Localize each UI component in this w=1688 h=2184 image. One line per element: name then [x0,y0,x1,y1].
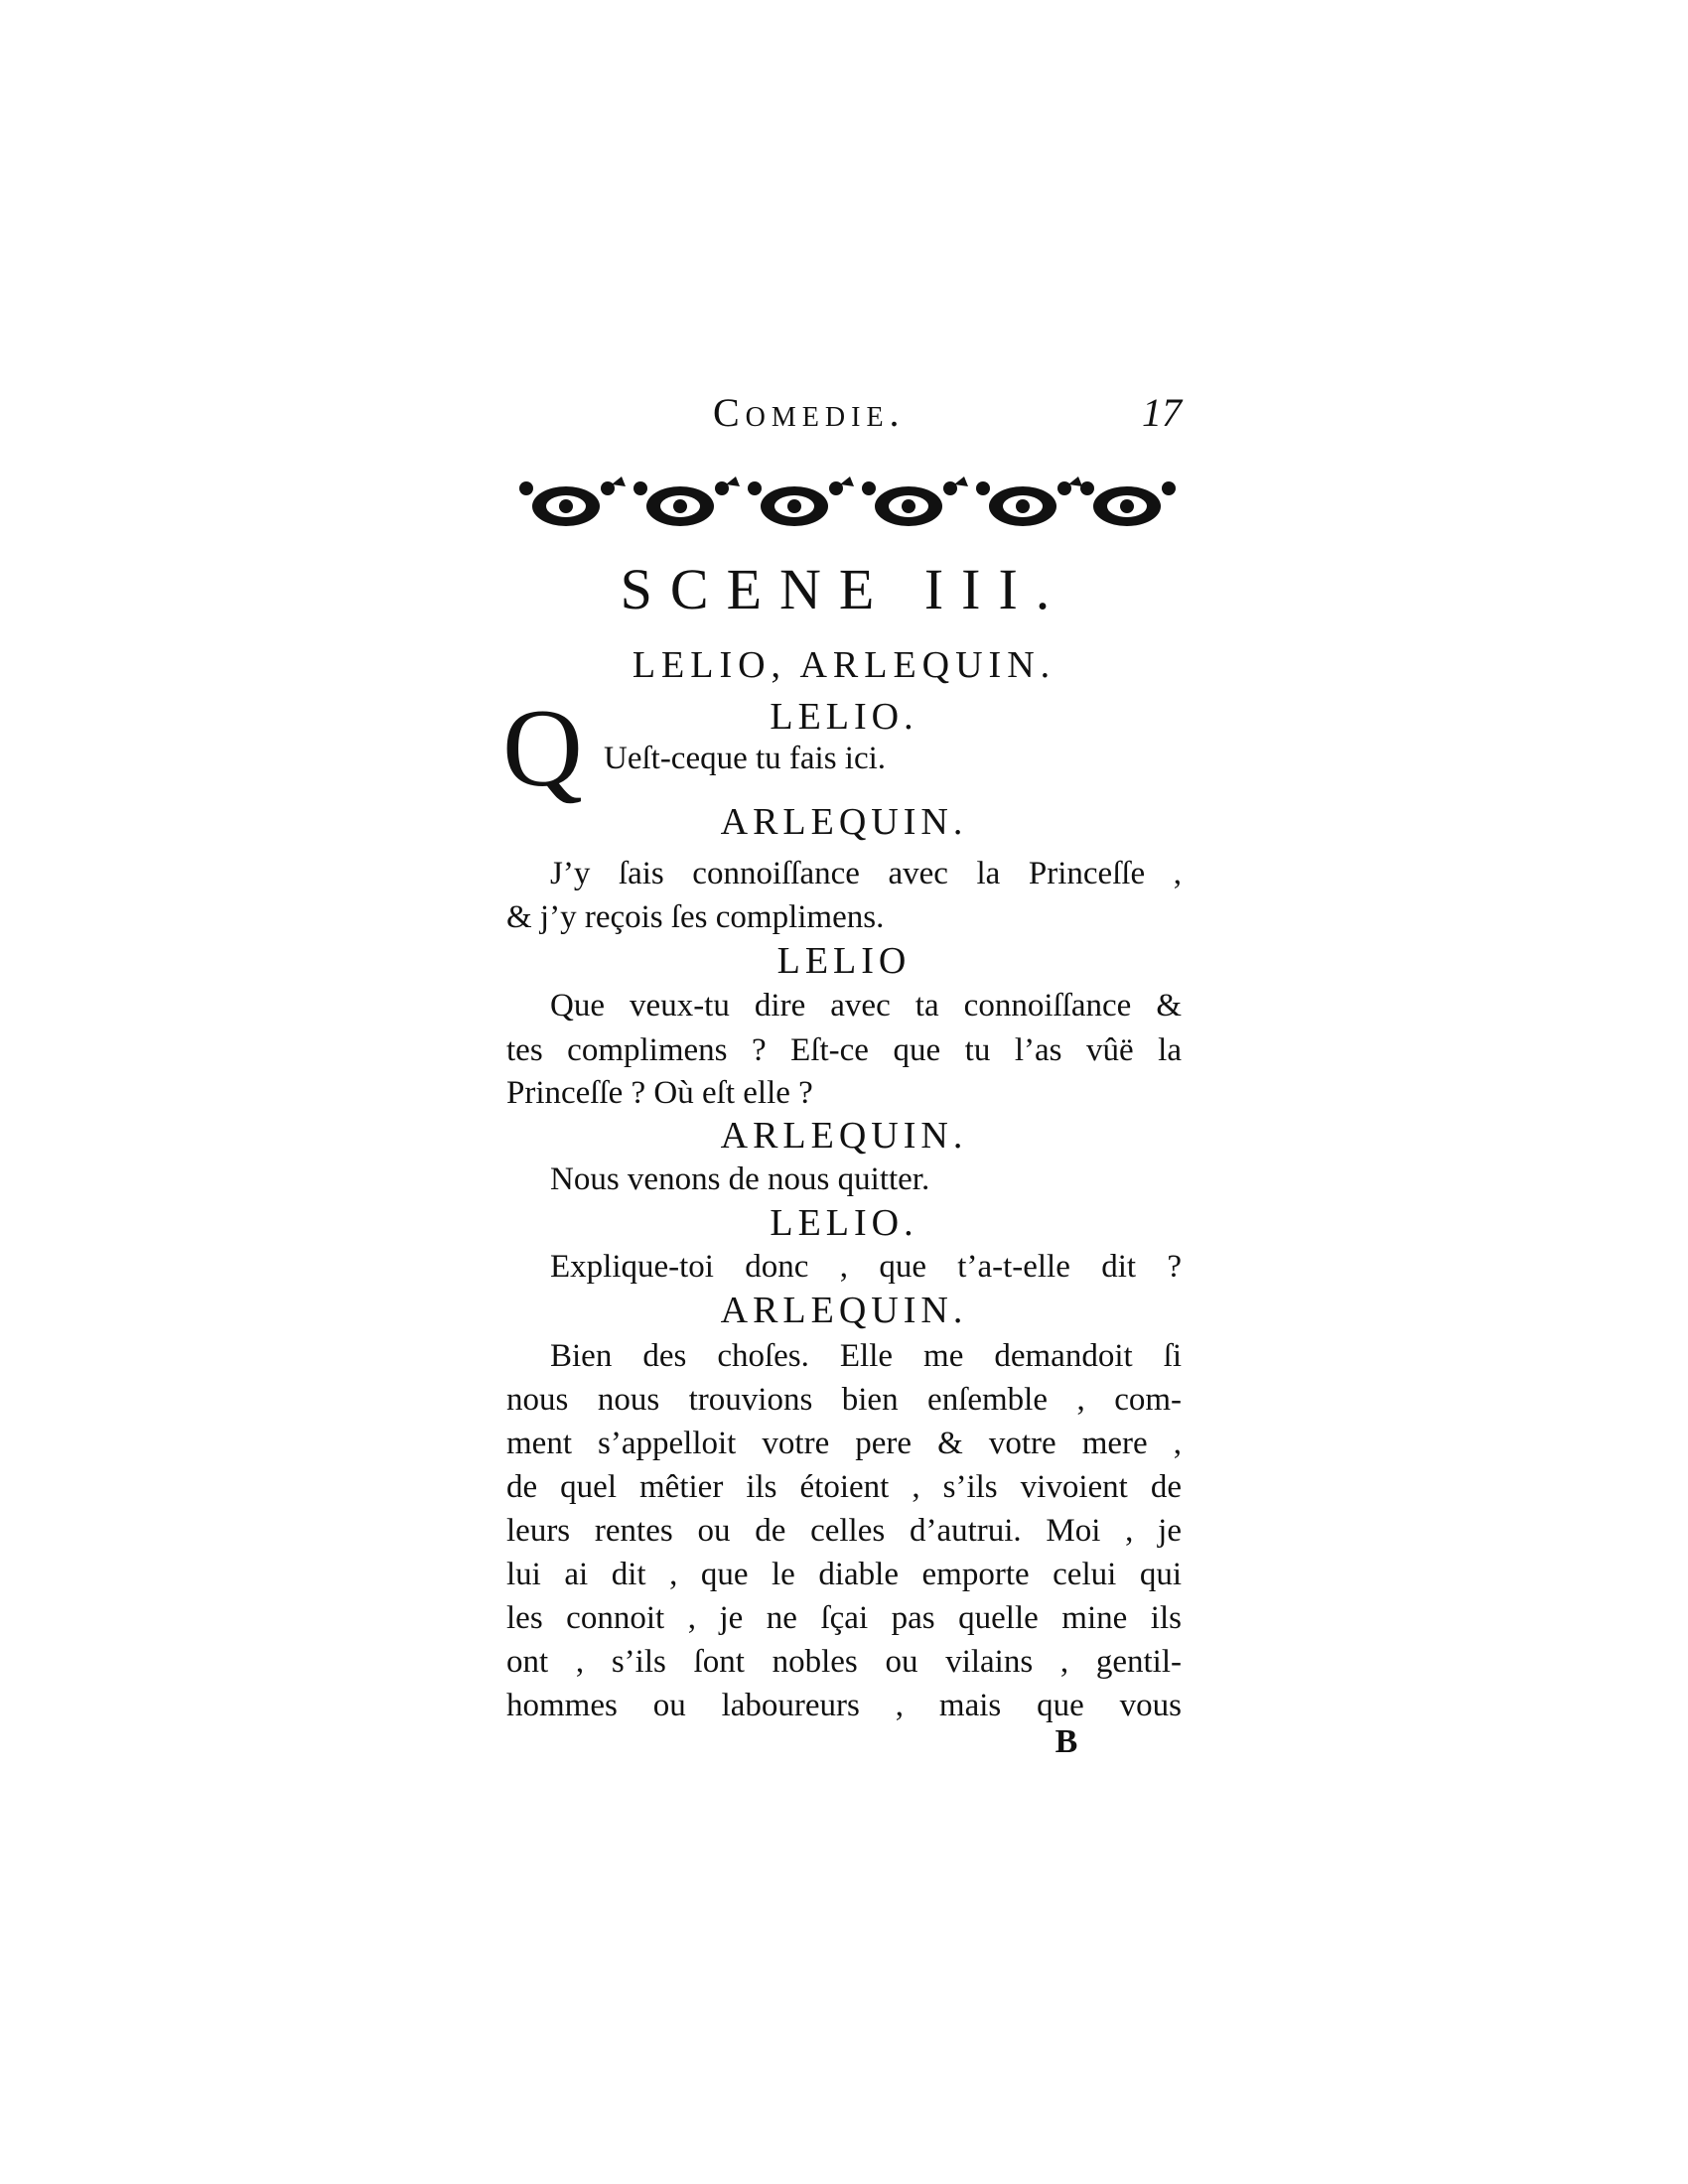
dialogue-line: tes complimens ? Eſt-ce que tu l’as vûë la [506,1032,1182,1068]
dialogue-line: leurs rentes ou de celles d’autrui. Moi , je [506,1513,1182,1549]
speaker-name: LELIO. [770,696,918,738]
speaker-name: ARLEQUIN. [720,1290,968,1331]
dialogue-line: Explique-toi donc , que t’a-t-elle dit ? [550,1249,1182,1285]
dialogue-line: ment s’appelloit votre pere & votre mere , [506,1426,1182,1461]
dialogue-line: & j’y reçois ſes complimens. [506,899,885,935]
dialogue-line: nous nous trouvions bien enſemble , com- [506,1382,1182,1418]
signature-mark: B [1055,1723,1078,1760]
dialogue-line: J’y ſais connoiſſance avec la Princeſſe , [550,856,1182,891]
dialogue-line: hommes ou laboureurs , mais que vous [506,1688,1182,1723]
scene-title: SCENE III. [620,557,1068,621]
drop-cap: Q [502,687,583,810]
dialogue-line: de quel mêtier ils étoient , s’ils vivoient de [506,1469,1182,1505]
dialogue-line: les connoit , je ne ſçai pas quelle mine ils [506,1600,1182,1636]
speaker-name: LELIO [776,940,912,982]
speaker-name: LELIO. [770,1202,918,1244]
dialogue-line: Que veux-tu dire avec ta connoiſſance & [550,988,1182,1024]
ornament-band [506,467,1182,536]
dialogue-line: ont , s’ils ſont nobles ou vilains , gentil- [506,1644,1182,1680]
dialogue-line: Princeſſe ? Où eſt elle ? [506,1075,813,1111]
dialogue-line: lui ai dit , que le diable emporte celui qui [506,1557,1182,1592]
running-head-title: Comedie. [713,390,906,435]
speaker-name: ARLEQUIN. [720,1115,968,1157]
speaker-name: ARLEQUIN. [720,801,968,843]
running-head [496,389,1182,449]
dialogue-line: Nous venons de nous quitter. [550,1161,930,1197]
dialogue-line: Bien des choſes. Elle me demandoit ſi [550,1338,1182,1374]
page-number: 17 [1142,390,1182,435]
scene-characters: LELIO, ARLEQUIN. [632,644,1056,686]
dialogue-line: Ueſt-ceque tu fais ici. [604,741,887,776]
